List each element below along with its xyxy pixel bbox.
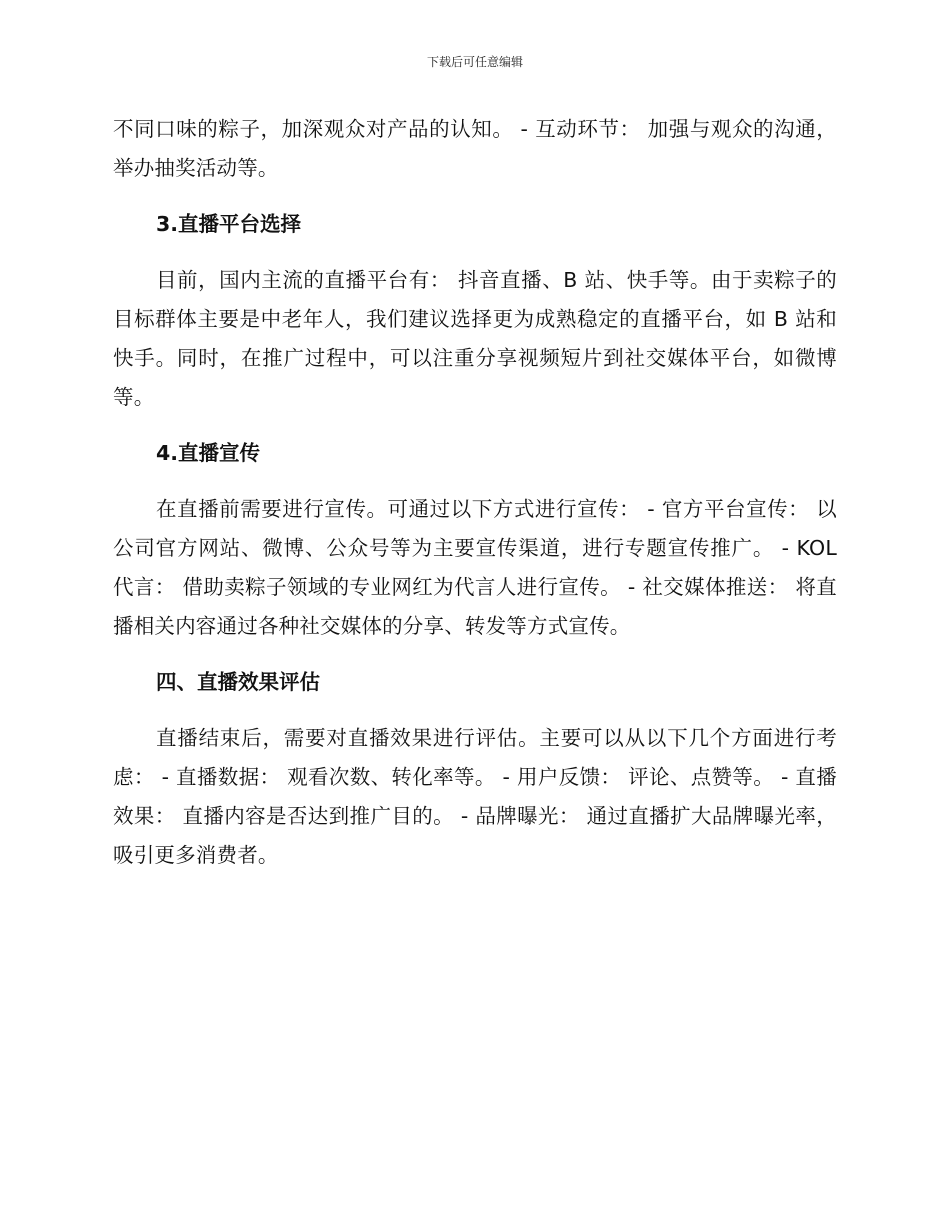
section-heading-platform: 3.直播平台选择	[156, 212, 302, 236]
promotion-paragraph: 在直播前需要进行宣传。可通过以下方式进行宣传： - 官方平台宣传： 以公司官方网站、微博、公众号等为主要宣传渠道，进行专题宣传推广。 - KOL 代言： 借助卖粽子领域的专业网红为代言人进行宣传。 - 社交媒体推送： 将直播相关内容通过各种社交媒体的分享、转发等方式宣传。	[113, 497, 837, 638]
section-heading-evaluation: 四、直播效果评估	[156, 670, 320, 694]
platform-paragraph: 目前，国内主流的直播平台有： 抖音直播、B 站、快手等。由于卖粽子的目标群体主要是中老年人，我们建议选择更为成熟稳定的直播平台，如 B 站和快手。同时，在推广过程中，可以注重分享视频短片到社交媒体平台，如微博等。	[113, 268, 837, 409]
evaluation-paragraph: 直播结束后，需要对直播效果进行评估。主要可以从以下几个方面进行考虑： - 直播数据： 观看次数、转化率等。 - 用户反馈： 评论、点赞等。 - 直播效果： 直播内容是否达到推广目的。 - 品牌曝光： 通过直播扩大品牌曝光率，吸引更多消费者。	[113, 726, 837, 867]
section-heading-promotion: 4.直播宣传	[156, 441, 261, 465]
intro-paragraph: 不同口味的粽子，加深观众对产品的认知。 - 互动环节： 加强与观众的沟通，举办抽奖活动等。	[113, 117, 837, 180]
document-body	[113, 110, 837, 875]
page-header: 下载后可任意编辑	[426, 55, 523, 69]
